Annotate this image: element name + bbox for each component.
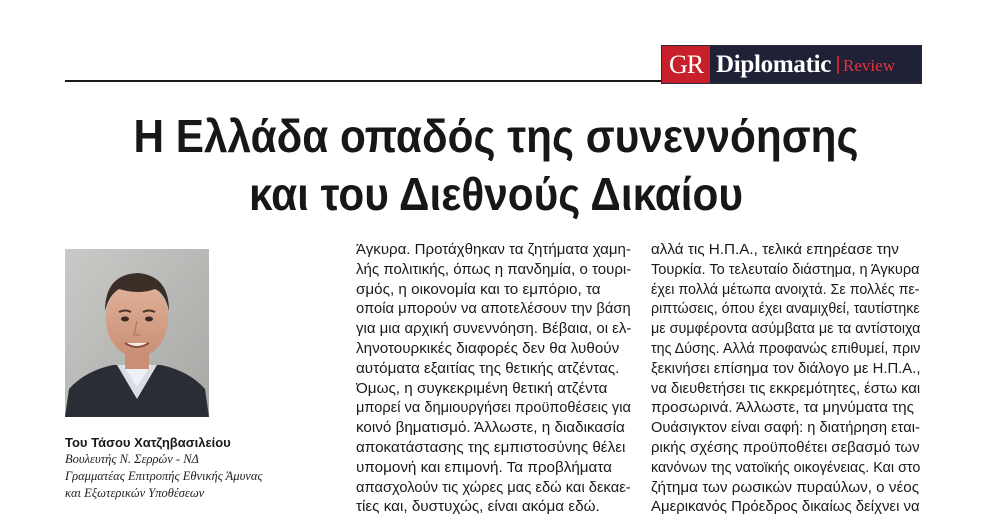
text-line: ρικής σχέσης προϋποθέτει σεβασμό των: [651, 439, 920, 456]
author-role-line: και Εξωτερικών Υποθέσεων: [65, 486, 205, 500]
text-line: υπομονή και επιμονή. Τα προβλήματα: [356, 459, 612, 476]
text-line: ζήτημα των ρωσικών πυραύλων, ο νέος: [651, 479, 920, 496]
text-line: κοινό βηματισμό. Άλλωστε, η διαδικασία: [356, 420, 625, 437]
text-line: οποία μπορούν να αποτελέσουν την βάση: [356, 301, 631, 318]
author-portrait-image: [65, 249, 209, 417]
text-line: αυτόματα εξαιτίας της θετικής ατζέντας.: [356, 360, 620, 377]
headline-line-2: και του Διεθνούς Δικαίου: [248, 168, 744, 220]
text-line: λής πολιτικής, όπως η πανδημία, ο τουρι-: [356, 261, 631, 278]
author-photo: [65, 249, 209, 417]
logo-name: Diplomatic: [716, 50, 832, 78]
text-line: τίες και, δυστυχώς, είναι ακόμα εδώ.: [356, 499, 600, 516]
text-line: με συμφέροντα ασύμβατα με τα αντίστοιχα: [651, 321, 920, 338]
headline-line-1: Η Ελλάδα οπαδός της συνεννόησης: [133, 110, 859, 162]
text-line: της Δύσης. Αλλά προφανώς επιθυμεί, πριν: [651, 340, 920, 357]
text-line: Αμερικανός Πρόεδρος δικαίως δείχνει να: [651, 499, 920, 516]
text-line: αποκατάστασης της εμπιστοσύνης θέλει: [356, 439, 626, 456]
text-line: αλλά τις Η.Π.Α., τελικά επηρέασε την: [651, 242, 899, 258]
publication-logo[interactable]: [661, 45, 922, 84]
text-line: ξεκινήσει επίσημα τον διάλογο με Η.Π.Α.,: [651, 360, 920, 377]
masthead-rule: [65, 80, 663, 82]
author-role-line: Γραμματέας Επιτροπής Εθνικής Άμυνας: [65, 469, 263, 483]
text-line: να διευθετήσει τις εκκρεμότητες, έστω και: [651, 380, 920, 397]
text-line: έχει πολλά μέτωπα ανοιχτά. Σε πολλές πε-: [651, 281, 920, 298]
logo-tag: Review: [843, 56, 895, 75]
text-line: Άγκυρα. Προτάχθηκαν τα ζητήματα χαμη-: [356, 242, 631, 258]
text-line: ριπτώσεις, όπου έχει αναμιχθεί, ταυτίστηκε: [651, 301, 920, 318]
text-line: Ουάσιγκτον είναι σαφή: η διατήρηση εται-: [651, 420, 920, 437]
logo-gr-mark: GR: [662, 46, 710, 83]
text-line: ληνοτουρκικές διαφορές δεν θα λυθούν: [356, 340, 620, 357]
text-line: μπορεί να δημιουργήσει προϋποθέσεις για: [356, 400, 631, 417]
text-line: απασχολούν τις χώρες μας εδώ και δεκαε-: [356, 479, 631, 496]
article-headline: [95, 107, 897, 223]
author-name: Του Τάσου Χατζηβασιλείου: [65, 435, 231, 450]
logo-divider: [837, 56, 839, 74]
text-line: Τουρκία. Το τελευταίο διάστημα, η Άγκυρα: [651, 261, 920, 278]
article-column-2: [651, 241, 920, 518]
author-byline: [65, 435, 315, 502]
text-line: για μια αρχική συνεννόηση. Βέβαια, οι ελ-: [356, 321, 631, 338]
text-line: σμός, η οικονομία και το εμπόριο, τα: [356, 281, 601, 298]
text-line: κανόνων της νατοϊκής οικογένειας. Και στο: [651, 459, 920, 476]
text-line: προσωρινά. Άλλωστε, τα μηνύματα της: [651, 400, 914, 417]
author-role-line: Βουλευτής Ν. Σερρών - ΝΔ: [65, 452, 199, 466]
article-column-1: [356, 241, 631, 518]
text-line: Όμως, η συγκεκριμένη θετική ατζέντα: [356, 380, 608, 397]
logo-wordmark: [710, 46, 921, 83]
